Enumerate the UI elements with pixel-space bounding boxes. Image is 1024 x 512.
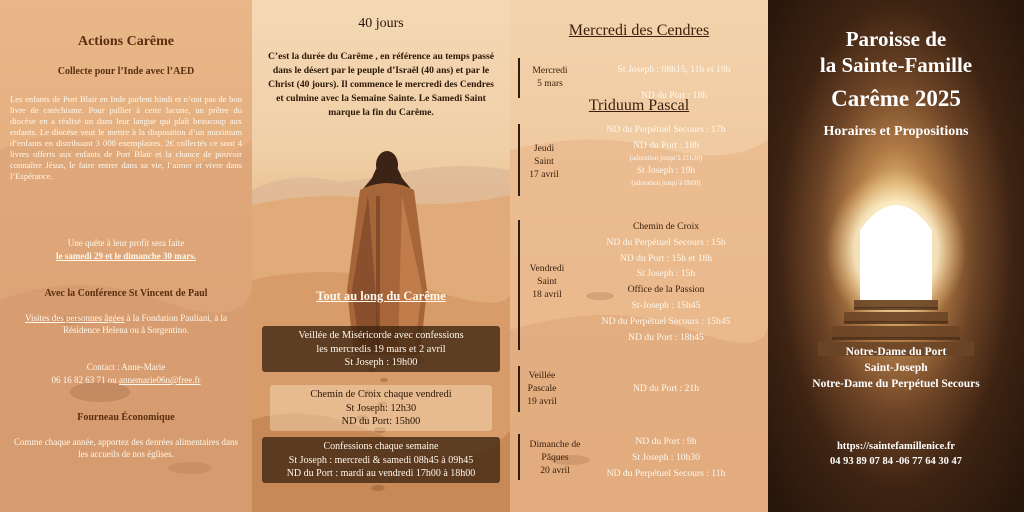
parish-title-line1: Paroisse de bbox=[845, 27, 947, 51]
dimanche-day-line1: Dimanche de bbox=[529, 439, 581, 450]
church-nd-perpetuel-secours: Notre-Dame du Perpétuel Secours bbox=[812, 378, 980, 390]
contact-name: Contact : Anne-Marie bbox=[86, 362, 166, 372]
jeudi-time3: St Joseph : 19h bbox=[636, 165, 696, 176]
cendres-title: Mercredi des Cendres bbox=[568, 22, 710, 39]
veillee-day-line1: Veillée bbox=[528, 370, 556, 381]
vendredi-time2: ND du Port : 15h et 18h bbox=[619, 252, 713, 264]
church-nd-port: Notre-Dame du Port bbox=[845, 346, 947, 358]
fourneau-description: Comme chaque année, apportez des denrées alimentaires dans les accueils de nos églises. bbox=[14, 437, 238, 459]
panel-actions-careme bbox=[0, 0, 252, 512]
dimanche-bar bbox=[518, 434, 520, 480]
forty-days-intro: C’est la durée du Carême , en référence au temps passé dans le désert par le peuple d’Israël (40 ans) et par le Christ (40 jours). Il commence le mercredi des Cendres et culmine avec la Semaine Sainte. Le Samedi Saint marque la fin du Carême. bbox=[267, 51, 495, 118]
cendres-day-line2: 5 mars bbox=[537, 78, 563, 89]
cendres-day bbox=[524, 64, 576, 90]
vendredi-day-line1: Vendredi bbox=[529, 263, 565, 274]
cendres-time1: St Joseph : 08h15, 11h et 19h bbox=[617, 64, 731, 75]
horaires-subtitle: Horaires et Propositions bbox=[823, 124, 969, 139]
dimanche-time1: ND du Port : 9h bbox=[635, 436, 697, 447]
veillee-day bbox=[522, 369, 562, 408]
veillee-line1: Veillée de Miséricorde avec confessions bbox=[298, 330, 464, 341]
veillee-time: ND du Port : 21h bbox=[632, 383, 700, 394]
veillee-line3: St Joseph : 19h00 bbox=[344, 357, 418, 368]
dimanche-day-line2: Pâques bbox=[541, 452, 569, 463]
jeudi-day-line2: Saint bbox=[534, 156, 554, 167]
parish-title-line2: la Sainte-Famille bbox=[819, 53, 973, 77]
vendredi-day-line2: Saint bbox=[537, 276, 557, 287]
actions-title: Actions Carême bbox=[77, 34, 175, 49]
confessions-text bbox=[258, 440, 504, 481]
confessions-line3: ND du Port : mardi au vendredi 17h00 à 18h00 bbox=[286, 468, 476, 479]
churches-list bbox=[768, 344, 1024, 392]
vendredi-chemin-heading: Chemin de Croix bbox=[632, 221, 700, 232]
veillee-day-line3: 19 avril bbox=[527, 396, 557, 407]
visites-link[interactable]: Visites des personnes âgées bbox=[25, 313, 125, 323]
dimanche-time2: St Joseph : 10h30 bbox=[632, 452, 700, 463]
veillee-misericorde-text bbox=[258, 329, 504, 370]
vendredi-time3: St Joseph : 15h bbox=[636, 268, 696, 280]
jeudi-adoration2: (adoration jusqu’à 0h00) bbox=[631, 179, 701, 187]
vendredi-office-heading: Office de la Passion bbox=[627, 284, 705, 296]
jeudi-bar bbox=[518, 124, 520, 196]
contact-phone: 06 16 82 63 71 ou bbox=[51, 375, 119, 385]
panel-40-jours bbox=[252, 0, 510, 512]
panel-cover bbox=[768, 0, 1024, 512]
vendredi-time1: ND du Perpétuel Secours : 15h bbox=[606, 236, 726, 248]
chemin-croix-text bbox=[258, 388, 504, 429]
tout-au-long-heading: Tout au long du Carême bbox=[316, 289, 446, 303]
website-link[interactable]: https://saintefamillenice.fr bbox=[836, 441, 956, 452]
contact-line bbox=[10, 375, 242, 385]
jeudi-day-line1: Jeudi bbox=[533, 143, 555, 154]
quete-line1: Une quête à leur profit sera faite bbox=[67, 238, 185, 248]
dimanche-time3: ND du Perpétuel Secours : 11h bbox=[606, 468, 726, 479]
jeudi-adoration1: (adoration jusqu’à 21h30) bbox=[629, 154, 703, 162]
jeudi-time1: ND du Perpétuel Secours : 17h bbox=[606, 124, 726, 135]
panel-horaires bbox=[510, 0, 768, 512]
confessions-line2: St Joseph : mercredi & samedi 08h45 à 09h45 bbox=[288, 454, 474, 466]
veillee-line2: les mercredis 19 mars et 2 avril bbox=[316, 343, 446, 355]
forty-days-title: 40 jours bbox=[358, 16, 404, 31]
chemin-line1: Chemin de Croix chaque vendredi bbox=[310, 389, 452, 400]
chemin-line2: St Joseph: 12h30 bbox=[345, 402, 417, 414]
fourneau-subtitle: Fourneau Économique bbox=[77, 412, 175, 423]
church-saint-joseph: Saint-Joseph bbox=[864, 362, 928, 374]
vendredi-time6: ND du Port : 18h45 bbox=[628, 331, 704, 343]
dimanche-times bbox=[566, 434, 766, 482]
triduum-title: Triduum Pascal bbox=[588, 97, 690, 114]
aed-description: Les enfants de Port Blair en Inde parlent hindi et n’ont pas de bon livre de catéchisme. Pour pallier à cette lacune, un prêtre du diocèse en a réalisé un dans leur langue qui plaît beaucoup aux enfants. Le diocèse veut le mettre à la disposition d’un maximum d’enfants en distribuant 3 000 exemplaires. 2€ collectés ce sont 4 livres offerts aux enfants de Port Blair et la chance de pouvoir connaître Jésus, le faire entrer dans sa vie, l’aimer et vivre dans l’Espérance. bbox=[10, 94, 242, 181]
quete-dates: le samedi 29 et le dimanche 30 mars. bbox=[56, 251, 196, 261]
cendres-bar bbox=[518, 58, 520, 98]
vendredi-times bbox=[566, 219, 766, 345]
visites-rest: à la Fondation Pauliani, à la Résidence Helena ou à Sorgentino. bbox=[62, 313, 227, 335]
vendredi-time5: ND du Perpétuel Secours : 15h45 bbox=[601, 315, 731, 327]
vendredi-day bbox=[522, 262, 572, 301]
cendres-time2: ND du Port : 18h bbox=[640, 90, 708, 101]
jeudi-time2: ND du Port : 18h bbox=[632, 140, 700, 151]
veillee-bar bbox=[518, 366, 520, 412]
jeudi-day-line3: 17 avril bbox=[529, 169, 559, 180]
vendredi-bar bbox=[518, 220, 520, 350]
jeudi-times bbox=[566, 122, 766, 188]
jeudi-day bbox=[522, 142, 566, 181]
confessions-line1: Confessions chaque semaine bbox=[323, 441, 439, 452]
svp-subtitle bbox=[10, 288, 242, 299]
parish-title bbox=[768, 26, 1024, 78]
dimanche-day-line3: 20 avril bbox=[540, 465, 570, 476]
visites-text bbox=[10, 312, 242, 336]
vendredi-day-line3: 18 avril bbox=[532, 289, 562, 300]
contact-email-link[interactable]: annemarie06n@free.fr bbox=[119, 375, 201, 385]
aed-subtitle: Collecte pour l’Inde avec l’AED bbox=[57, 66, 195, 77]
vendredi-time4: St-Joseph : 15h45 bbox=[631, 299, 701, 311]
veillee-day-line2: Pascale bbox=[527, 383, 557, 394]
svp-subtitle-text: Avec la Conférence St Vincent de Paul bbox=[44, 288, 208, 299]
chemin-line3: ND du Port: 15h00 bbox=[341, 416, 421, 427]
phone-numbers: 04 93 89 07 84 -06 77 64 30 47 bbox=[829, 456, 963, 467]
cendres-day-line1: Mercredi bbox=[532, 65, 568, 76]
careme-2025-title: Carême 2025 bbox=[831, 86, 961, 111]
